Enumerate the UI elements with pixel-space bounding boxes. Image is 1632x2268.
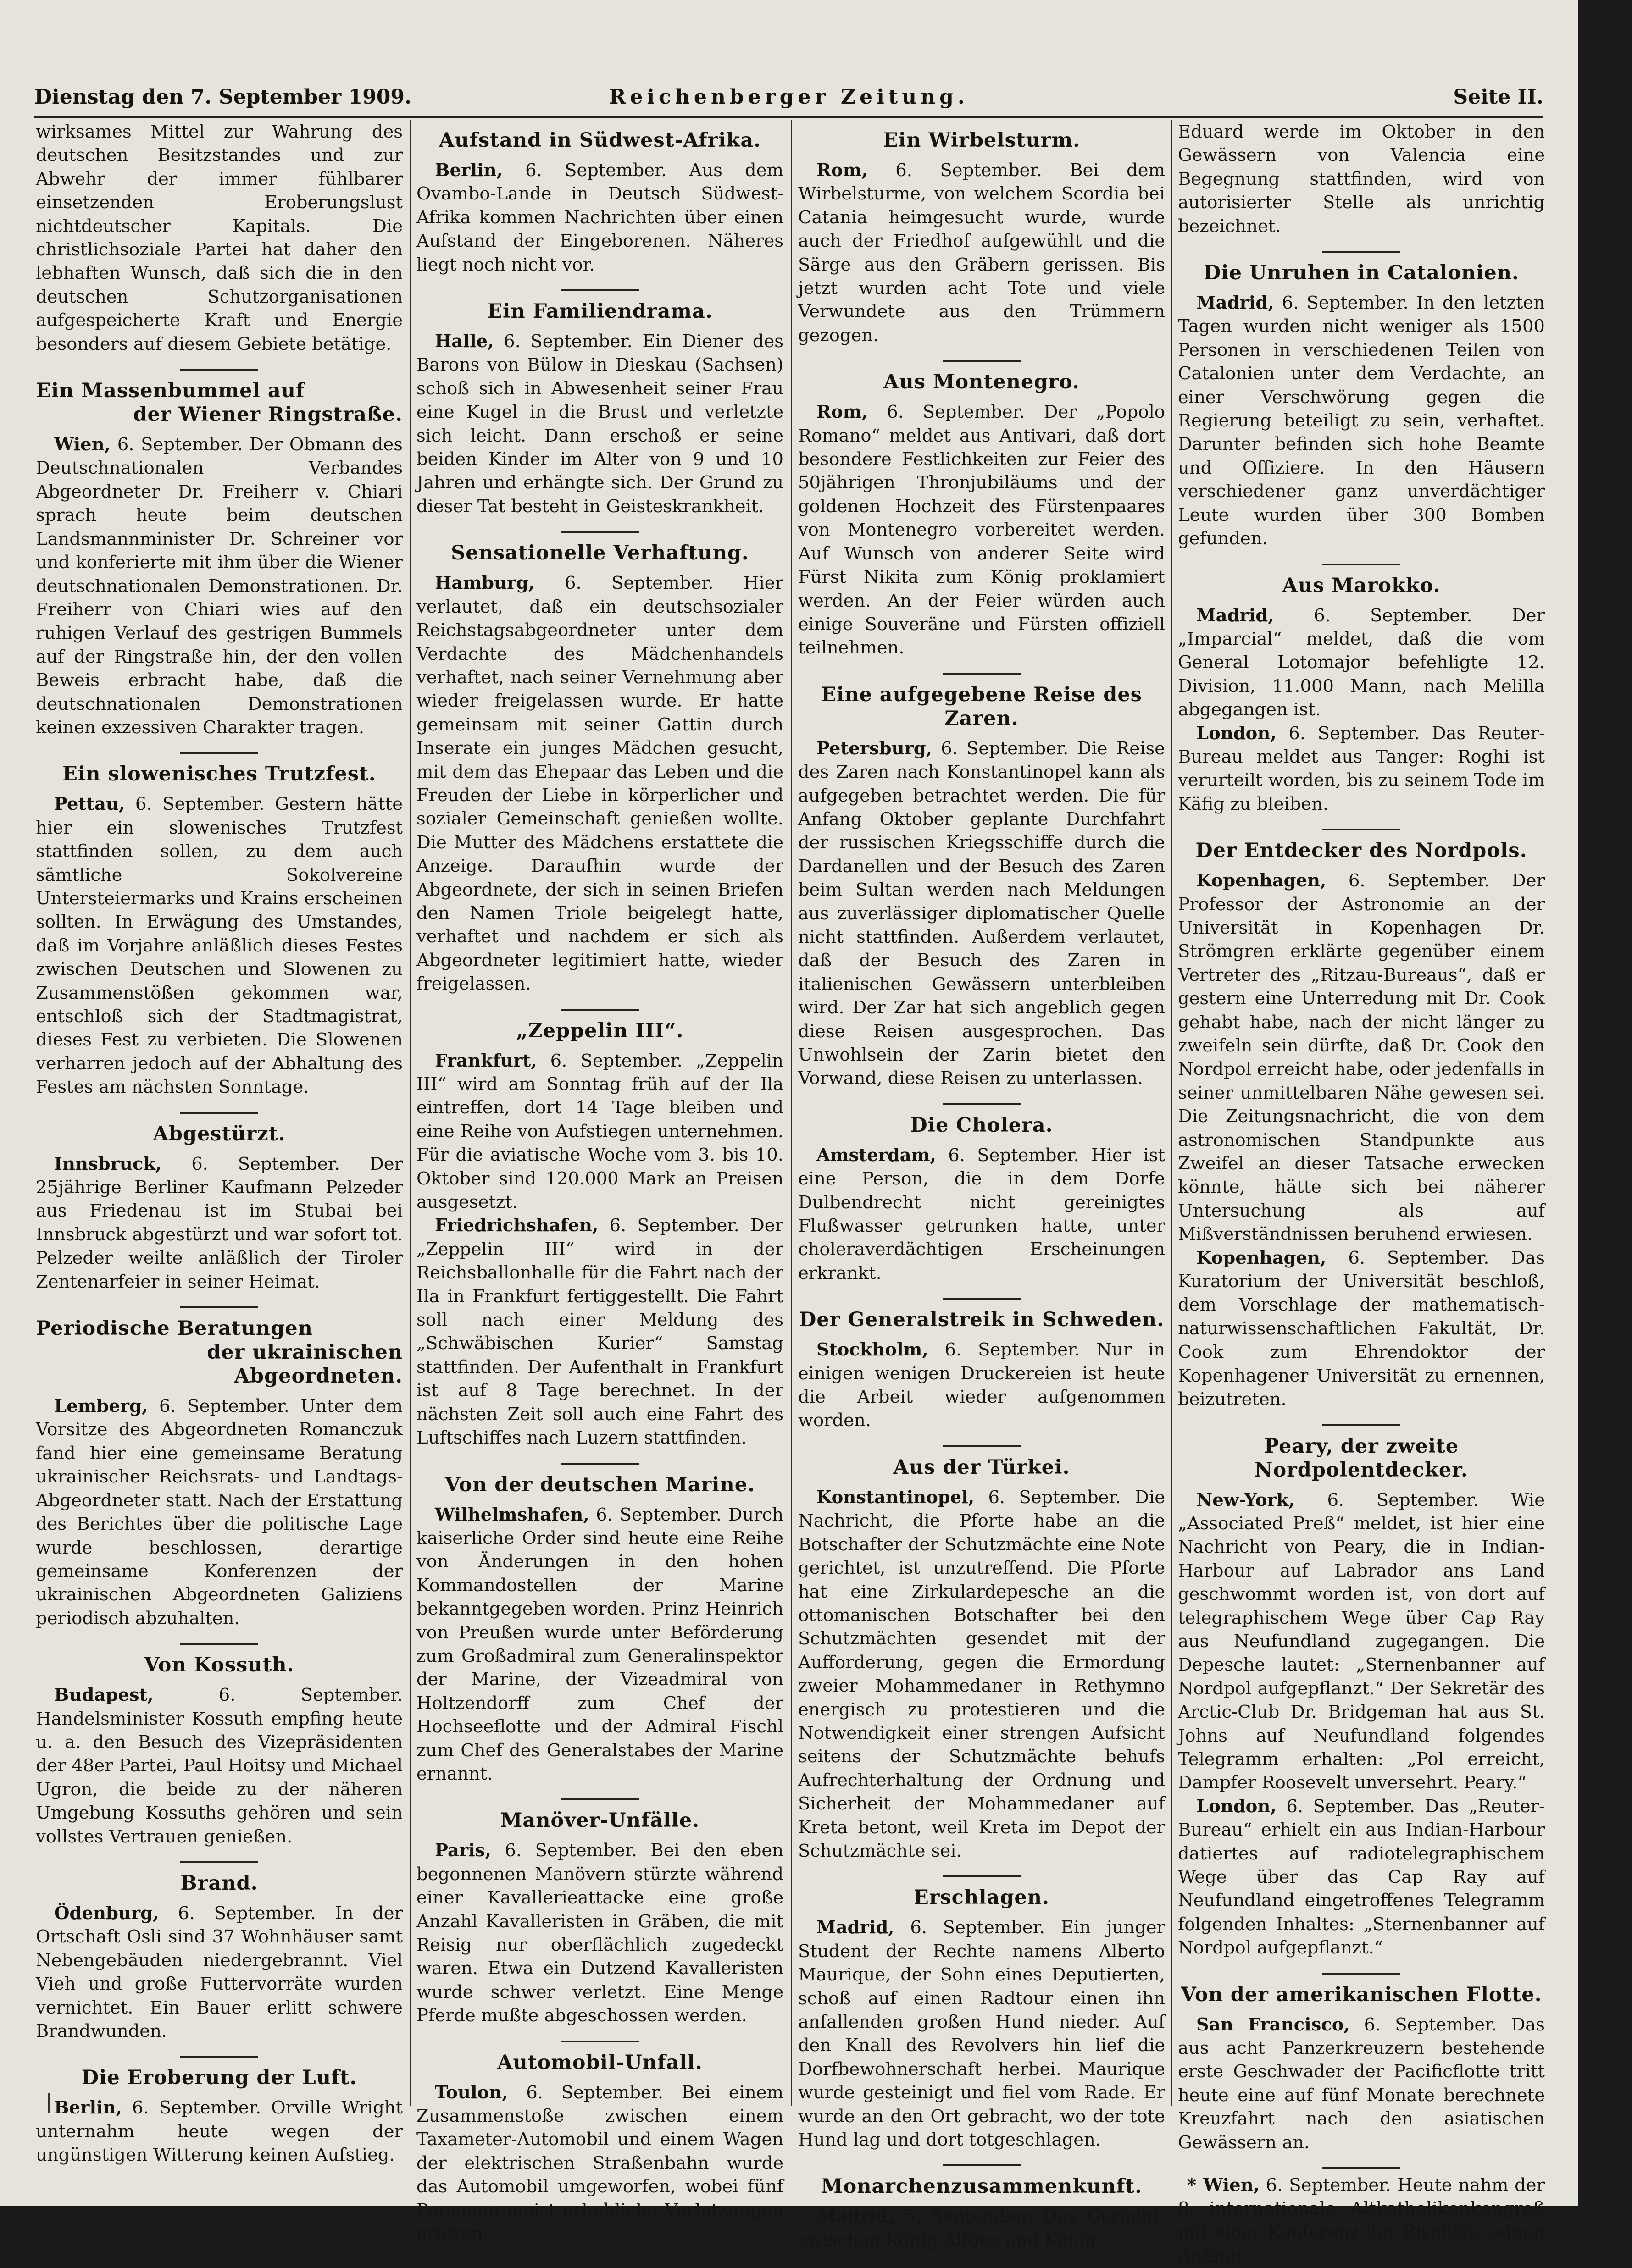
article-body: Madrid, 6. September. Ein junger Student der Rechte namens Alberto Maurique, der Sohn eines Deputierten, schoß auf einen Radtour einen ihn anfallenden großen Hund nieder. Auf den Knall des Revolvers hin lief die Dorfbewohnerschaft herbei. Maurique wurde gesteinigt und fiel vom Rade. Er wurde an den Ort gebracht, wo der tote Hund lag und dort totgeschlagen. [798, 1917, 1165, 2151]
article-body: London, 6. September. Das „Reuter-Bureau“ erhielt ein aus Indian-Harbour datiertes auf radiotelegraphischem Wege über das Cap Ray auf Neufundland eingetroffenes Telegramm folgenden Inhaltes: „Sternenbanner auf Nordpol aufgepflanzt.“ [1178, 1796, 1545, 1958]
column-divider [410, 120, 411, 2106]
dateline-location: Paris, [435, 1840, 491, 1861]
headline-cholera: Die Cholera. [910, 1113, 1053, 1137]
article-separator [561, 1009, 639, 1011]
article-separator [561, 531, 639, 533]
headline-erschlagen: Erschlagen. [914, 1886, 1049, 1909]
article-body: Kopenhagen, 6. September. Das Kuratorium der Universität beschloß, dem Vorschlage der mathematisch-naturwissenschaftlichen Fakultät, Dr. Cook zum Ehrendoktor der Kopenhagener Universität zu ernennen, beizutreten. [1178, 1247, 1545, 1410]
dateline-location: Frankfurt, [435, 1050, 537, 1071]
dateline-location: Budapest, [54, 1685, 154, 1706]
article-separator [1322, 1973, 1400, 1975]
article-separator [561, 1463, 639, 1465]
article-body: Stockholm, 6. September. Nur in einigen wenigen Druckereien ist heute die Arbeit wieder aufgenommen worden. [798, 1339, 1165, 1431]
dateline-location: Friedrichshafen, [435, 1215, 599, 1236]
article-separator [180, 1861, 258, 1863]
article-body: London, 6. September. Das Reuter-Bureau meldet aus Tanger: Roghi ist verurteilt worden, bis zu seinem Tode im Käfig zu bleiben. [1178, 723, 1545, 814]
article-separator [180, 369, 258, 371]
dateline-location: Konstantinopel, [816, 1487, 975, 1508]
dateline-location: Pettau, [54, 794, 125, 815]
article-body: Innsbruck, 6. September. Der 25jährige Berliner Kaufmann Pelzeder aus Friedenau ist im Stubai bei Innsbruck abgestürzt und war sofort tot. Pelzeder weilte anläßlich der Tiroler Zentenarfeier in seiner Heimat. [36, 1153, 403, 1292]
headline-entdecker-nordpol: Der Entdecker des Nordpols. [1195, 839, 1527, 863]
article-body: Madrid, 6. September. In den letzten Tagen wurden nicht weniger als 1500 Personen in verschiedenen Teilen von Catalonien unter dem Verdachte, an einer Verschwörung gegen die Regierung beteiligt zu sein, verhaftet. Darunter befinden sich hohe Beamte und Offiziere. In den Häusern verschiedener ganz unverdächtiger Leute wurden über 300 Bomben gefunden. [1178, 293, 1545, 549]
column-divider [791, 120, 792, 2106]
headline-peary: Peary, der zweite Nordpolentdecker. [1255, 1434, 1468, 1482]
article-separator [1322, 1424, 1400, 1426]
headline-reise-des-zaren: Eine aufgegebene Reise des Zaren. [821, 683, 1142, 730]
dateline-location: Innsbruck, [54, 1153, 162, 1174]
article-body: Madrid, 6. September. Der „Imparcial“ meldet, daß die vom General Lotomajor befehligte 12. Division, 11.000 Mann, nach Melilla abgegangen ist. [1178, 605, 1545, 720]
article-body: Lemberg, 6. September. Unter dem Vorsitze des Abgeordneten Romanczuk fand hier eine gemeinsame Beratung ukrainischer Reichsrats- und Landtags-Abgeordneter statt. Nach der Erstattung des Berichtes über die politische Lage wurde beschlossen, derartige gemeinsame Konferenzen der ukrainischen Abgeordneten Galiziens periodisch abzuhalten. [36, 1396, 403, 1629]
dateline-location: Berlin, [435, 160, 503, 181]
dateline-location: Wien, [54, 434, 111, 455]
article-separator [561, 1798, 639, 1800]
dateline-location: Kopenhagen, [1196, 1247, 1327, 1268]
dateline-location: San Francisco, [1196, 2014, 1350, 2035]
dateline-location: Wilhelmshafen, [435, 1504, 589, 1525]
column-2 [416, 120, 783, 2246]
article-body: Berlin, 6. September. Orville Wright unternahm heute wegen der ungünstigen Witterung keinen Aufstieg. [36, 2097, 403, 2166]
article-continuation: wirksames Mittel zur Wahrung des deutschen Besitzstandes und zur Abwehr der immer fühlbarer einsetzenden Eroberungslust nichtdeutscher Kapitals. Die christlichsoziale Partei hat daher den lebhaften Wunsch, daß sich die in den deutschen Schutzorganisationen aufgespeicherte Kraft und Energie besonders auf diesem Gebiete betätige. [36, 122, 403, 354]
article-separator [943, 1298, 1021, 1300]
headline-amerikanische-flotte: Von der amerikanischen Flotte. [1181, 1983, 1542, 2006]
dateline-location: Rom, [816, 402, 868, 423]
article-separator [180, 752, 258, 754]
article-body: Pettau, 6. September. Gestern hätte hier ein slowenisches Trutzfest stattfinden sollen, zu dem auch sämtliche Sokolvereine Untersteiermarks und Krains erscheinen sollten. In Erwägung des Umstandes, daß im Vorjahre anläßlich dieses Festes zwischen Deutschen und Slowenen zu Zusammenstößen gekommen war, entschloß sich der Stadtmagistrat, dieses Fest zu verbieten. Die Slowenen verharren jedoch auf der Abhaltung des Festes am nächsten Sonntage. [36, 794, 403, 1098]
headline-automobil-unfall: Automobil-Unfall. [497, 2051, 703, 2074]
dateline-location: Hamburg, [435, 573, 535, 594]
article-body: Rom, 6. September. Bei dem Wirbelsturme, von welchem Scordia bei Catania heimgesucht wurde, wurde auch der Friedhof aufgewühlt und die Särge aus den Gräbern gerissen. Bis jetzt wurden acht Tote und viele Verwundete aus den Trümmern gezogen. [798, 160, 1165, 346]
dateline-location: New-York, [1196, 1489, 1295, 1510]
headline-manoever-unfaelle: Manöver-Unfälle. [500, 1809, 700, 1832]
article-body: Halle, 6. September. Ein Diener des Barons von Bülow in Dieskau (Sachsen) schoß sich in Abwesenheit seiner Frau eine Kugel in die Brust und verletzte sich leicht. Dann erschoß er seine beiden Kinder im Alter von 9 und 10 Jahren und erhängte sich. Der Grund zu dieser Tat besteht in Geisteskrankheit. [416, 331, 783, 517]
article-body: Rom, 6. September. Der „Popolo Romano“ meldet aus Antivari, daß dort besondere Festlichkeiten zur Feier des 50jährigen Thronjubiläums und der goldenen Hochzeit des Fürstenpaares von Montenegro vorbereitet werden. Auf Wunsch von anderer Seite wird Fürst Nikita zum König proklamiert werden. An der Feier würden auch einige Souveräne und Fürsten offiziell teilnehmen. [798, 402, 1165, 658]
dateline-location: Berlin, [54, 2097, 122, 2119]
headline-catalonien: Die Unruhen in Catalonien. [1203, 261, 1520, 285]
article-separator [943, 360, 1021, 362]
article-separator [943, 1445, 1021, 1447]
newspaper-title: Reichenberger Zeitung. [609, 85, 969, 109]
article-continuation: Eduard werde im Oktober in den Gewässern von Valencia eine Begegnung stattfinden, wird von autorisierter Stelle als unrichtig bezeichnet. [1178, 122, 1545, 237]
article-separator [943, 2164, 1021, 2166]
column-1 [36, 120, 403, 2167]
dateline-location: Petersburg, [816, 738, 933, 759]
article-separator [1322, 564, 1400, 565]
article-body: Paris, 6. September. Bei den eben begonnenen Manövern stürzte während einer Kavallerieattacke eine große Anzahl Kavalleristen in Gräben, die mit Reisig nur oberflächlich zugedeckt waren. Etwa ein Dutzend Kavalleristen wurde schwer verletzt. Eine Menge Pferde mußte abgeschossen werden. [416, 1840, 783, 2026]
article-separator [561, 2041, 639, 2042]
article-body: Ödenburg, 6. September. In der Ortschaft Osli sind 37 Wohnhäuser samt Nebengebäuden niedergebrannt. Viel Vieh und große Futtervorräte wurden vernichtet. Ein Bauer erlitt schwere Brandwunden. [36, 1903, 403, 2041]
short-notice: * Wien, 6. September. Heute nahm der 8. internationale Altkatholikenkongreß mit einer Konferenz der Bischöfe seinen Anfang. [1178, 2175, 1545, 2267]
headline-abgestuerzt: Abgestürzt. [153, 1122, 286, 1145]
article-body: Petersburg, 6. September. Die Reise des Zaren nach Konstantinopel kann als aufgegeben betrachtet werden. Die für Anfang Oktober geplante Durchfahrt der russischen Kriegsschiffe durch die Dardanellen und der Besuch des Zaren beim Sultan werden nach Meldungen aus zuverlässiger diplomatischer Quelle nicht stattfinden. Außerdem verlautet, daß der Besuch des Zaren in italienischen Gewässern unterbleiben wird. Der Zar hat sich angeblich gegen diese Reisen ausgesprochen. Das Unwohlsein der Zarin bietet den Vorwand, diese Reisen zu unterlassen. [798, 738, 1165, 1089]
article-body: Wilhelmshafen, 6. September. Durch kaiserliche Order sind heute eine Reihe von Änderungen in den hohen Kommandostellen der Marine bekanntgegeben worden. Prinz Heinrich von Preußen wurde unter Beförderung zum Großadmiral zum Generalinspektor der Marine, der Vizeadmiral von Holtzendorff zum Chef der Hochseeflotte und der Admiral Fischl zum Chef des Generalstabes der Marine ernannt. [416, 1504, 783, 1784]
dateline-location: Halle, [435, 331, 494, 352]
dateline-location: Madrid, [1196, 293, 1274, 314]
masthead [34, 82, 1543, 118]
headline-tuerkei: Aus der Türkei. [893, 1455, 1070, 1479]
article-separator [561, 289, 639, 291]
headline-familiendrama: Ein Familiendrama. [487, 300, 713, 323]
dateline-location: London, [1196, 1796, 1277, 1817]
dateline-location: * Wien, [1187, 2175, 1260, 2196]
dateline-location: Ödenburg, [54, 1903, 159, 1924]
dateline-location: London, [1196, 723, 1277, 744]
headline-suedwest-afrika: Aufstand in Südwest-Afrika. [439, 129, 761, 152]
headline-kossuth: Von Kossuth. [144, 1654, 294, 1677]
dateline-location: Kopenhagen, [1196, 870, 1327, 891]
article-body: Berlin, 6. September. Aus dem Ovambo-Lande in Deutsch Südwest-Afrika kommen Nachrichten über einen Aufstand der Eingeborenen. Näheres liegt noch nicht vor. [416, 160, 783, 275]
article-separator [180, 1112, 258, 1114]
article-separator [1322, 829, 1400, 830]
dateline-location: Toulon, [435, 2082, 508, 2103]
headline-zeppelin: „Zeppelin III“. [516, 1019, 684, 1042]
headline-eroberung-der-luft: Die Eroberung der Luft. [81, 2066, 357, 2090]
page-number: Seite II. [1453, 85, 1543, 109]
article-body: Konstantinopel, 6. September. Die Nachricht, die Pforte habe an die Botschafter der Schutzmächte eine Note gerichtet, ist unzutreffend. Die Pforte hat eine Zirkulardepesche an die ottomanischen Botschafter bei den Schutzmächten gesendet mit der Aufforderung, gegen die Ermordung zweier Mohammedaner in Rethymno energisch zu protestieren und die Notwendigkeit einer strengen Aufsicht seitens der Schutzmächte behufs Aufrechterhaltung der Ordnung und Sicherheit der Mohammedaner auf Kreta betont, weil Kreta im Depot der Schutzmächte sei. [798, 1487, 1165, 1861]
article-body: Toulon, 6. September. Bei einem Zusammenstoße zwischen einem Taxameter-Automobil und einem Wagen der elektrischen Straßenbahn wurde das Automobil umgeworfen, wobei fünf Personen meist erhebliche Verletzungen erlitten. [416, 2082, 783, 2245]
dateline-location: Rom, [816, 160, 868, 181]
article-separator [1322, 251, 1400, 253]
headline-marine: Von der deutschen Marine. [444, 1473, 755, 1496]
headline-wirbelsturm: Ein Wirbelsturm. [883, 129, 1081, 152]
article-body: Wien, 6. September. Der Obmann des Deutschnationalen Verbandes Abgeordneter Dr. Freiherr v. Chiari sprach heute beim deutschen Landsmannminister Dr. Schreiner vor und konferierte mit ihm über die Wiener deutschnationalen Demonstrationen. Dr. Freiherr von Chiari wies auf den ruhigen Verlauf des gestrigen Bummels auf der Ringstraße hin, der den vollen Beweis erbracht habe, daß die deutschnationalen Demonstrationen keinen exzessiven Charakter tragen. [36, 434, 403, 738]
issue-date: Dienstag den 7. September 1909. [34, 85, 412, 109]
article-body: Kopenhagen, 6. September. Der Professor der Astronomie an der Universität in Kopenhagen Dr. Strömgren erklärte gegenüber einem Vertreter des „Ritzau-Bureaus“, daß er gestern eine Unterredung mit Dr. Cook gehabt habe, nach der nicht länger zu zweifeln sein dürfte, daß Dr. Cook den Nordpol erreicht habe, oder jedenfalls in seiner unmittelbaren Nähe gewesen sei. Die Zeitungsnachricht, die von dem astronomischen Standpunkte aus Zweifel an dieser Tatsache erwecken könnte, hätte sich bei näherer Untersuchung als auf Mißverständnissen beruhend erwiesen. [1178, 870, 1545, 1245]
article-separator [180, 1306, 258, 1308]
column-4 [1178, 120, 1545, 2268]
headline-monarchenzusammenkunft: Monarchenzusammenkunft. [821, 2175, 1143, 2198]
headline-brand: Brand. [180, 1871, 258, 1895]
article-body: New-York, 6. September. Wie „Associated Preß“ meldet, ist hier eine Nachricht von Peary, die in Indian-Harbour auf Labrador ans Land geschwommt worden ist, von dort auf telegraphischem Wege über Cap Ray aus Neufundland zugegangen. Die Depesche lautet: „Sternenbanner auf Nordpol aufgepflanzt.“ Der Sekretär des Arctic-Club Dr. Bridgeman hat aus St. Johns auf Neufundland folgendes Telegramm erhalten: „Pol erreicht, Dampfer Roosevelt unversehrt. Peary.“ [1178, 1489, 1545, 1793]
headline-generalstreik: Der Generalstreik in Schweden. [799, 1308, 1165, 1332]
dateline-location: Madrid, [816, 1917, 894, 1938]
article-separator [943, 1103, 1021, 1105]
article-body: Hamburg, 6. September. Hier verlautet, daß ein deutschsozialer Reichstagsabgeordneter unter dem Verdachte des Mädchenhandels verhaftet, nach seiner Vernehmung aber wieder freigelassen wurde. Er hatte gemeinsam mit seiner Gattin durch Inserate ein junges Mädchen gesucht, mit dem das Ehepaar das Leben und die Freuden der Liebe in körperlicher und sozialer Gemeinschaft genießen wollte. Die Mutter des Mädchens erstattete die Anzeige. Daraufhin wurde der Abgeordnete, der sich in seinen Briefen den Namen Triole beigelegt hatte, verhaftet und nachdem er sich als Abgeordneter legitimiert hatte, wieder freigelassen. [416, 573, 783, 995]
article-body: Amsterdam, 6. September. Hier ist eine Person, die in dem Dorfe Dulbendrecht nicht gereinigtes Flußwasser getrunken hatte, unter choleraverdächtigen Erscheinungen erkrankt. [798, 1145, 1165, 1283]
headline-trutzfest: Ein slowenisches Trutzfest. [62, 763, 376, 786]
article-body: Madrid, 5. September. Das Gerücht, zwischen König Alfons und König [798, 2206, 1165, 2251]
dateline-location: Madrid, [816, 2206, 894, 2227]
article-separator [943, 673, 1021, 675]
headline-verhaftung: Sensationelle Verhaftung. [451, 542, 749, 565]
article-body: San Francisco, 6. September. Das aus acht Panzerkreuzern bestehende erste Geschwader der Pacificflotte tritt heute eine auf fünf Monate berechnete Kreuzfahrt nach den asiatischen Gewässern an. [1178, 2014, 1545, 2153]
article-separator [180, 1643, 258, 1645]
headline-ukrainische-abgeordnete: Periodische Beratungen der ukrainischen Abgeordneten. [36, 1317, 403, 1388]
article-separator [1322, 2167, 1400, 2169]
dateline-location: Madrid, [1196, 605, 1274, 626]
dateline-location: Stockholm, [816, 1339, 928, 1361]
article-separator [943, 1875, 1021, 1877]
article-body: Friedrichshafen, 6. September. Der „Zeppelin III“ wird in der Reichsballonhalle für die Fahrt nach der Ila in Frankfurt fertiggestellt. Die Fahrt soll nach einer Meldung des „Schwäbischen Kurier“ Samstag stattfinden. Der Aufenthalt in Frankfurt ist auf 8 Tage berechnet. In der nächsten Zeit soll auch eine Fahrt des Luftschiffes nach Luzern stattfinden. [416, 1215, 783, 1449]
headline-montenegro: Aus Montenegro. [883, 371, 1080, 394]
dateline-location: Amsterdam, [816, 1145, 936, 1166]
headline-marokko: Aus Marokko. [1282, 574, 1441, 597]
dateline-location: Lemberg, [54, 1396, 148, 1417]
page-edge-mark [48, 2093, 50, 2113]
column-3 [798, 120, 1165, 2252]
headline-massenbummel: Ein Massenbummel auf der Wiener Ringstraße. [36, 379, 403, 426]
article-separator [180, 2056, 258, 2058]
column-divider [1171, 120, 1172, 2106]
article-body: Frankfurt, 6. September. „Zeppelin III“ wird am Sonntag früh auf der Ila eintreffen, dort 14 Tage bleiben und eine Reihe von Aufstiegen unternehmen. Für die aviatische Woche vom 3. bis 10. Oktober sind 120.000 Mark an Preisen ausgesetzt. [416, 1050, 783, 1213]
article-body: Budapest, 6. September. Handelsminister Kossuth empfing heute u. a. den Besuch des Vizepräsidenten der 48er Partei, Paul Hoitsy und Michael Ugron, die beide zu der näheren Umgebung Kossuths gehören und sein vollstes Vertrauen genießen. [36, 1685, 403, 1847]
